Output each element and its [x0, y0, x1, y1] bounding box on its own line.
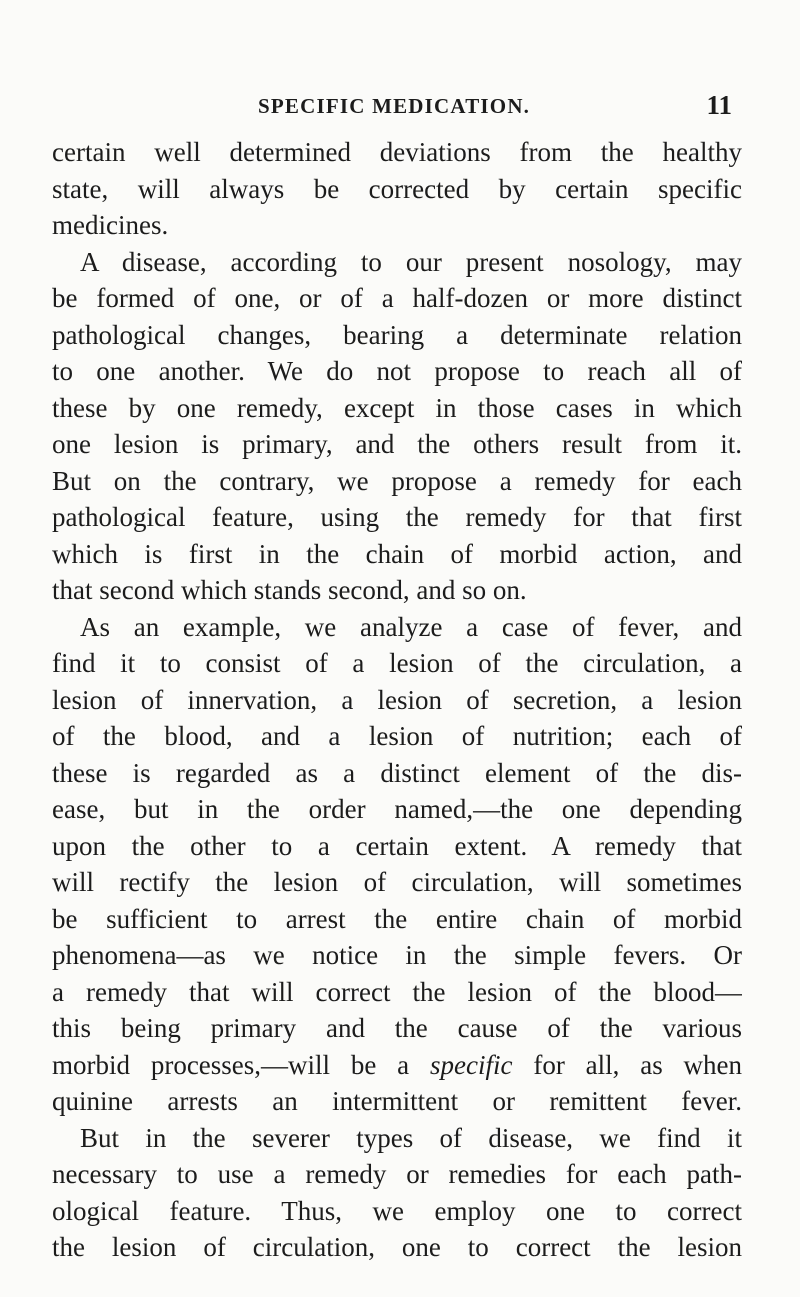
text-line: pathological feature, using the remedy for that first [52, 502, 742, 532]
text-line: certain well determined deviations from the healthy [52, 137, 742, 167]
text-line: will rectify the lesion of circulation, will sometimes [52, 867, 742, 897]
text-line: lesion of innervation, a lesion of secretion, a lesion [52, 684, 742, 715]
text-line: be formed of one, or of a half-dozen or more distinct [52, 283, 742, 313]
text-line: to one another. We do not propose to reach all of [52, 356, 742, 386]
text-line: quinine arrests an intermittent or remittent fever. [52, 1086, 742, 1116]
text-line: be sufficient to arrest the entire chain of morbid [52, 903, 742, 934]
text-line: a remedy that will correct the lesion of the blood— [52, 976, 742, 1007]
text-line: this being primary and the cause of the various [52, 1013, 742, 1043]
text-line: these by one remedy, except in those cases in which [52, 392, 742, 423]
text-line [52, 1047, 742, 1084]
text-line: necessary to use a remedy or remedies for each path- [52, 1159, 742, 1189]
text-line: these is regarded as a distinct element of the dis- [52, 757, 742, 788]
text-segment: for all, as when [533, 1049, 742, 1080]
text-line: But in the severer types of disease, we find it [80, 1122, 742, 1153]
text-line: But on the contrary, we propose a remedy for each [52, 465, 742, 496]
body-text [52, 134, 742, 1266]
text-line: As an example, we analyze a case of fever, and [80, 611, 742, 642]
text-line: upon the other to a certain extent. A remedy that [52, 830, 742, 861]
running-title: SPECIFIC MEDICATION. [258, 94, 531, 118]
text-line: which is first in the chain of morbid action, and [52, 538, 742, 569]
text-line: the lesion of circulation, one to correct the lesion [52, 1232, 742, 1262]
text-line: ease, but in the order named,—the one depending [52, 794, 742, 824]
emphasized-word: specific [430, 1049, 513, 1080]
running-head [52, 88, 742, 128]
text-line: A disease, according to our present nosology, may [80, 246, 742, 277]
text-line: that second which stands second, and so on. [52, 575, 527, 605]
text-line: ological feature. Thus, we employ one to correct [52, 1195, 742, 1226]
text-segment: morbid processes,—will be a [52, 1049, 410, 1080]
text-line: find it to consist of a lesion of the circulation, a [52, 648, 742, 678]
text-line: medicines. [52, 210, 169, 240]
text-line: pathological changes, bearing a determinate relation [52, 319, 742, 350]
text-line: state, will always be corrected by certain specific [52, 173, 742, 204]
page-number: 11 [706, 90, 732, 120]
text-line: of the blood, and a lesion of nutrition; each of [52, 721, 742, 751]
text-line: phenomena—as we notice in the simple fevers. Or [52, 940, 742, 970]
text-line: one lesion is primary, and the others result from it. [52, 429, 742, 459]
